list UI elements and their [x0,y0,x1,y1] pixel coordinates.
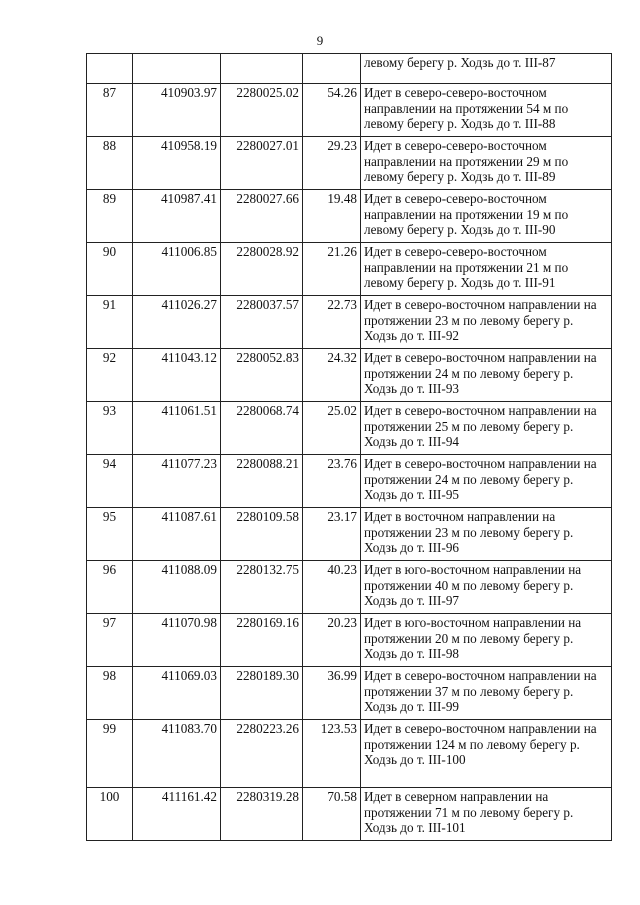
table-row [87,508,612,561]
description-cell: Идет в юго-восточном направлении на протяжении 40 м по левому берегу р. Ходзь до т. III-97 [361,561,612,614]
y-coordinate-cell: 2280189.30 [221,667,303,720]
description-cell: Идет в северо-северо-восточном направлении на протяжении 21 м по левому берегу р. Ходзь до т. III-91 [361,243,612,296]
description-cell: Идет в северо-восточном направлении на протяжении 124 м по левому берегу р. Ходзь до т. III-100 [361,720,612,788]
length-cell [303,54,361,84]
x-coordinate-cell [133,54,221,84]
table-row-continuation [87,54,612,84]
x-coordinate-cell: 411087.61 [133,508,221,561]
y-coordinate-cell: 2280223.26 [221,720,303,788]
length-cell: 36.99 [303,667,361,720]
table-row [87,402,612,455]
description-cell: Идет в северо-восточном направлении на протяжении 24 м по левому берегу р. Ходзь до т. III-95 [361,455,612,508]
description-cell: Идет в юго-восточном направлении на протяжении 20 м по левому берегу р. Ходзь до т. III-98 [361,614,612,667]
length-cell: 23.17 [303,508,361,561]
point-number-cell: 90 [87,243,133,296]
description-cell: Идет в восточном направлении на протяжении 23 м по левому берегу р. Ходзь до т. III-96 [361,508,612,561]
point-number-cell: 95 [87,508,133,561]
y-coordinate-cell: 2280109.58 [221,508,303,561]
table-row [87,455,612,508]
y-coordinate-cell: 2280027.66 [221,190,303,243]
point-number-cell: 98 [87,667,133,720]
length-cell: 20.23 [303,614,361,667]
length-cell: 29.23 [303,137,361,190]
x-coordinate-cell: 411070.98 [133,614,221,667]
description-cell: Идет в северо-восточном направлении на протяжении 37 м по левому берегу р. Ходзь до т. III-99 [361,667,612,720]
description-cell: Идет в северо-северо-восточном направлении на протяжении 19 м по левому берегу р. Ходзь до т. III-90 [361,190,612,243]
point-number-cell: 100 [87,788,133,841]
description-cell: Идет в северном направлении на протяжении 71 м по левому берегу р. Ходзь до т. III-101 [361,788,612,841]
table-row [87,190,612,243]
table-row [87,788,612,841]
length-cell: 54.26 [303,84,361,137]
point-number-cell: 92 [87,349,133,402]
y-coordinate-cell [221,54,303,84]
boundary-points-table [86,53,612,841]
length-cell: 19.48 [303,190,361,243]
table-row [87,614,612,667]
table-row [87,84,612,137]
y-coordinate-cell: 2280028.92 [221,243,303,296]
y-coordinate-cell: 2280052.83 [221,349,303,402]
x-coordinate-cell: 410903.97 [133,84,221,137]
y-coordinate-cell: 2280169.16 [221,614,303,667]
length-cell: 22.73 [303,296,361,349]
x-coordinate-cell: 411069.03 [133,667,221,720]
length-cell: 24.32 [303,349,361,402]
x-coordinate-cell: 411161.42 [133,788,221,841]
x-coordinate-cell: 410987.41 [133,190,221,243]
point-number-cell: 96 [87,561,133,614]
table-row [87,137,612,190]
x-coordinate-cell: 411006.85 [133,243,221,296]
x-coordinate-cell: 411043.12 [133,349,221,402]
point-number-cell: 88 [87,137,133,190]
page-number: 9 [316,33,324,48]
table-row [87,349,612,402]
y-coordinate-cell: 2280088.21 [221,455,303,508]
y-coordinate-cell: 2280025.02 [221,84,303,137]
description-cell: Идет в северо-северо-восточном направлении на протяжении 29 м по левому берегу р. Ходзь до т. III-89 [361,137,612,190]
x-coordinate-cell: 410958.19 [133,137,221,190]
description-cell: левому берегу р. Ходзь до т. III-87 [361,54,612,84]
y-coordinate-cell: 2280132.75 [221,561,303,614]
point-number-cell: 89 [87,190,133,243]
table-row [87,720,612,788]
description-cell: Идет в северо-восточном направлении на протяжении 24 м по левому берегу р. Ходзь до т. III-93 [361,349,612,402]
table-row [87,667,612,720]
length-cell: 23.76 [303,455,361,508]
point-number-cell: 91 [87,296,133,349]
x-coordinate-cell: 411088.09 [133,561,221,614]
length-cell: 21.26 [303,243,361,296]
x-coordinate-cell: 411061.51 [133,402,221,455]
length-cell: 40.23 [303,561,361,614]
table-row [87,243,612,296]
table-row [87,561,612,614]
length-cell: 70.58 [303,788,361,841]
x-coordinate-cell: 411083.70 [133,720,221,788]
point-number-cell: 99 [87,720,133,788]
y-coordinate-cell: 2280068.74 [221,402,303,455]
description-cell: Идет в северо-восточном направлении на протяжении 25 м по левому берегу р. Ходзь до т. III-94 [361,402,612,455]
length-cell: 123.53 [303,720,361,788]
point-number-cell: 93 [87,402,133,455]
y-coordinate-cell: 2280027.01 [221,137,303,190]
point-number-cell: 97 [87,614,133,667]
x-coordinate-cell: 411026.27 [133,296,221,349]
description-cell: Идет в северо-восточном направлении на протяжении 23 м по левому берегу р. Ходзь до т. III-92 [361,296,612,349]
point-number-cell [87,54,133,84]
point-number-cell: 94 [87,455,133,508]
description-cell: Идет в северо-северо-восточном направлении на протяжении 54 м по левому берегу р. Ходзь до т. III-88 [361,84,612,137]
point-number-cell: 87 [87,84,133,137]
length-cell: 25.02 [303,402,361,455]
y-coordinate-cell: 2280319.28 [221,788,303,841]
x-coordinate-cell: 411077.23 [133,455,221,508]
table-row [87,296,612,349]
y-coordinate-cell: 2280037.57 [221,296,303,349]
